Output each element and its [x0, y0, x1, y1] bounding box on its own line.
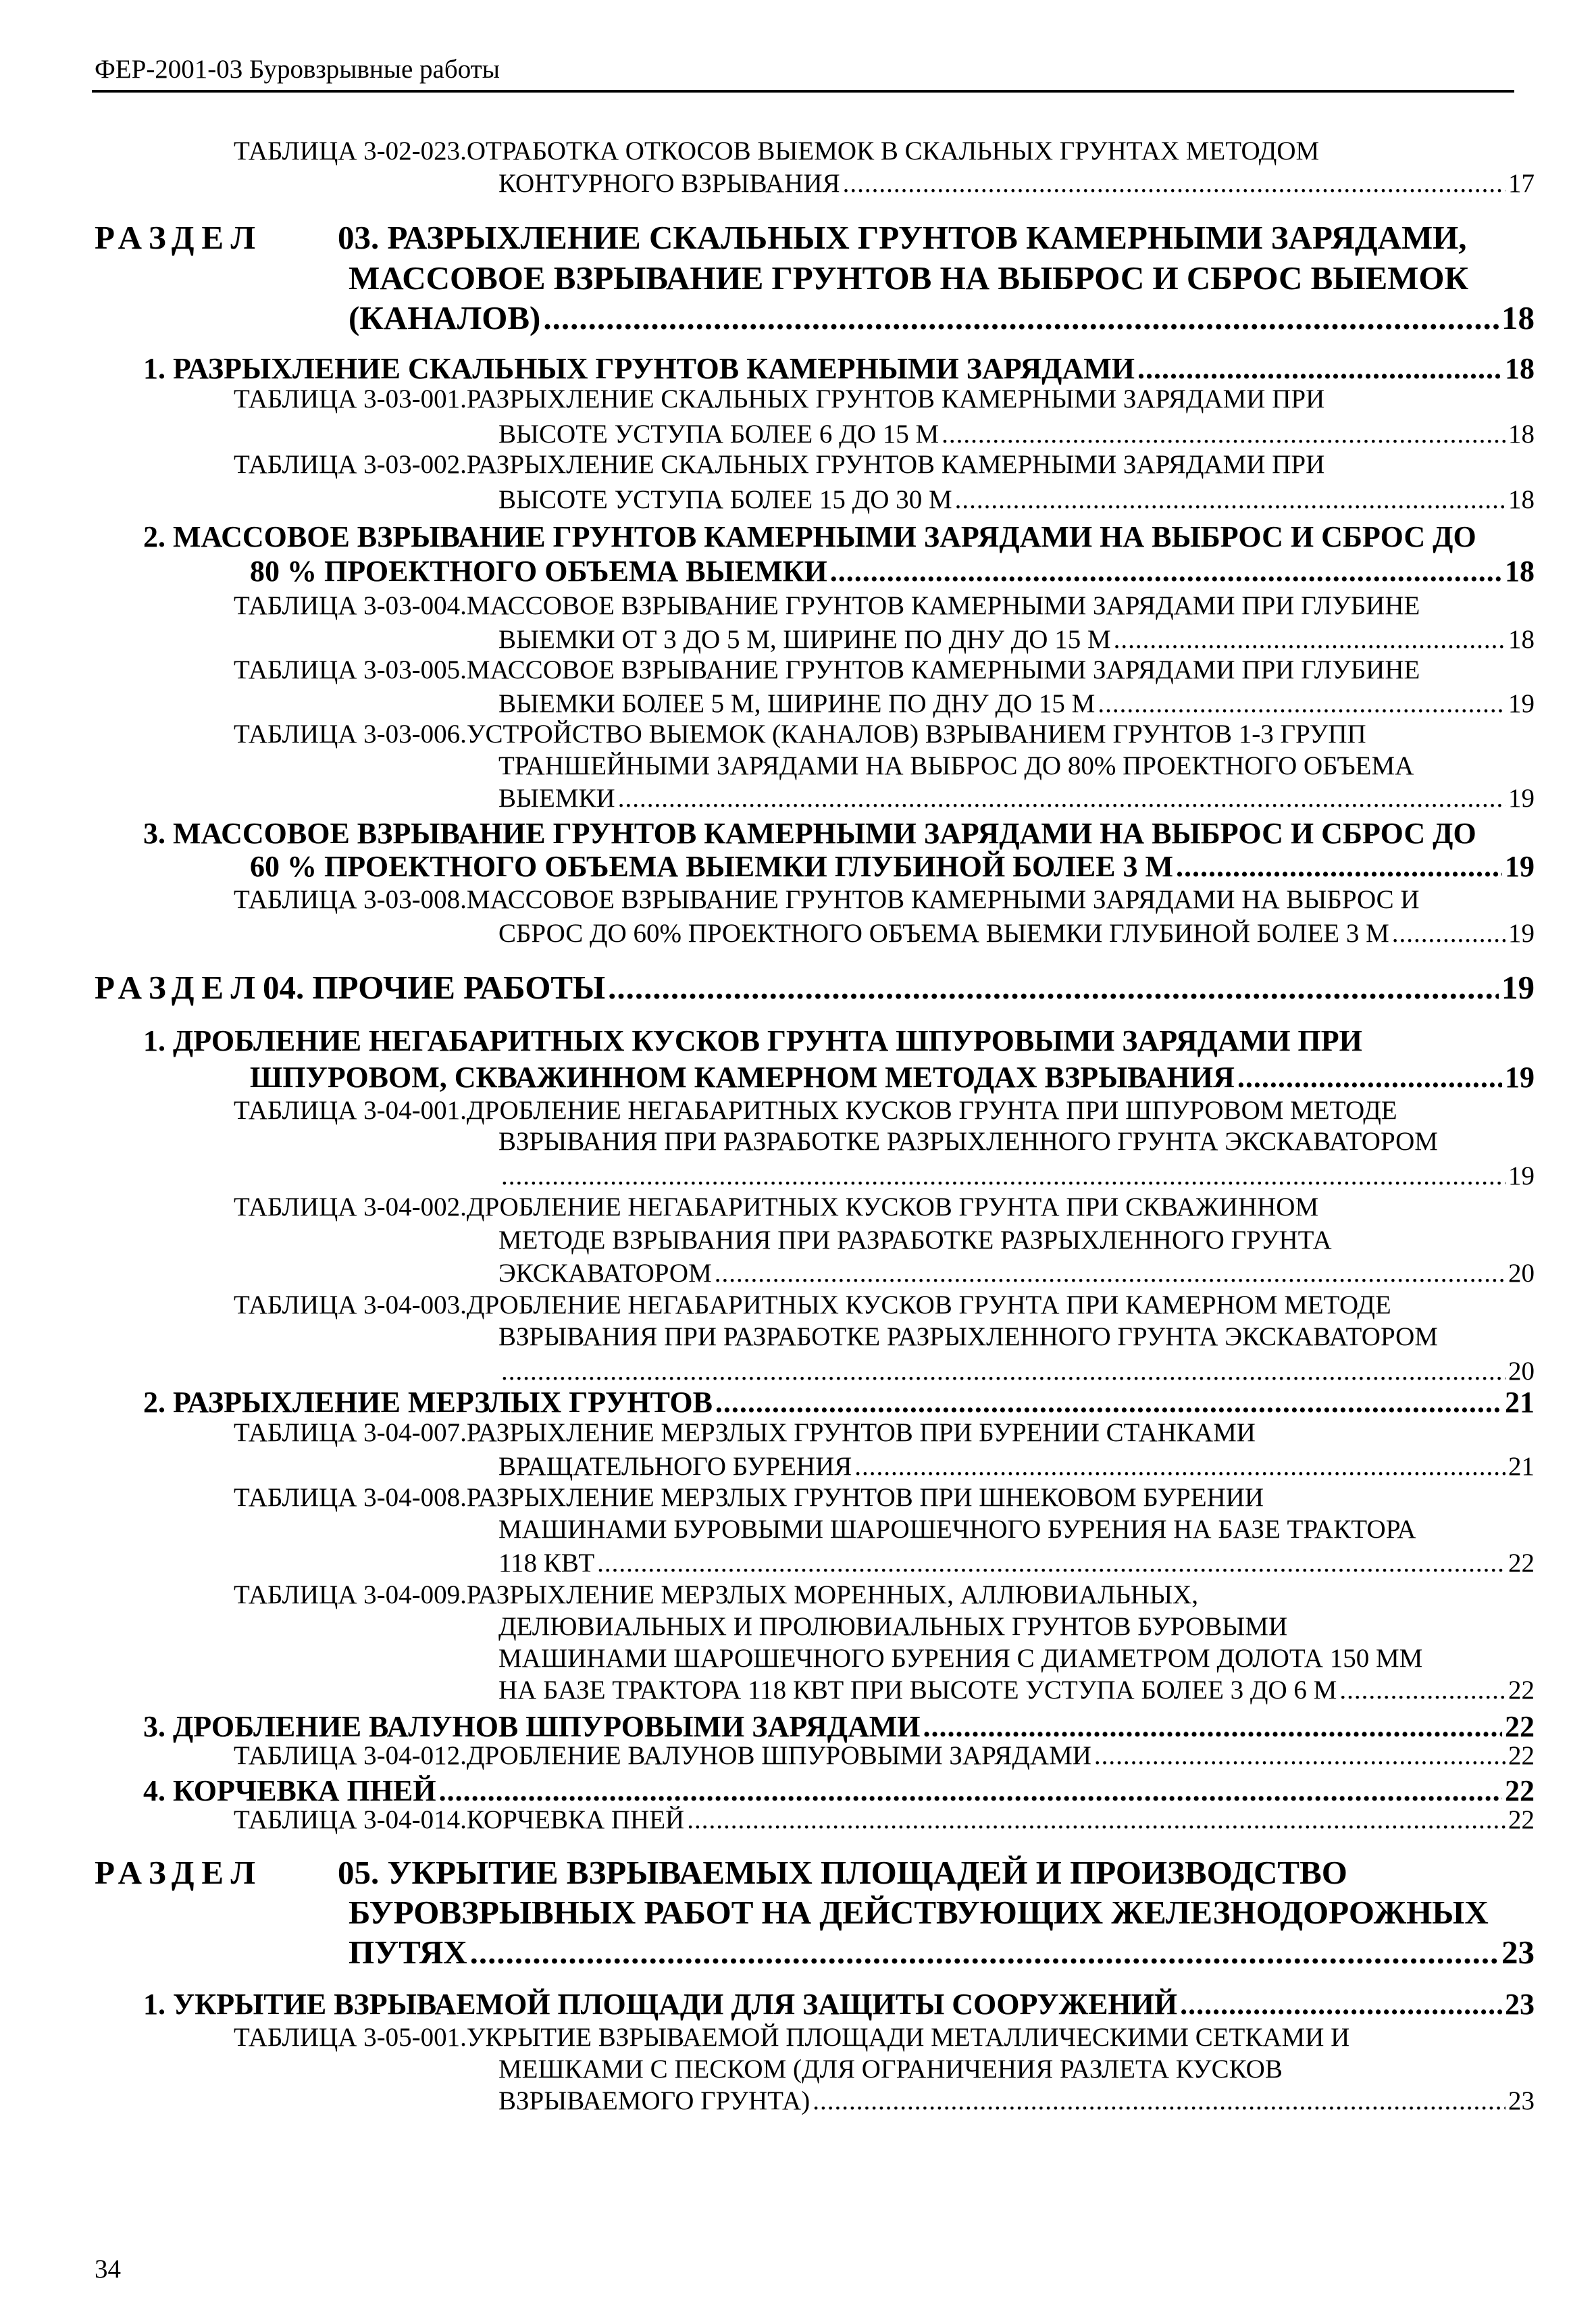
dot-leader: [597, 1547, 1505, 1580]
toc-entry-prefix: ТАБЛИЦА 3-04-002.: [234, 1192, 467, 1222]
toc-page-number: 21: [1508, 1452, 1535, 1481]
page-number: 34: [95, 2255, 121, 2284]
toc-entry-prefix: ТАБЛИЦА 3-04-009.: [234, 1580, 467, 1609]
toc-entry-title: ДРОБЛЕНИЕ НЕГАБАРИТНЫХ КУСКОВ ГРУНТА ПРИ ШПУРОВОМ МЕТОДЕ: [466, 1096, 1397, 1125]
toc-page-number: 23: [1508, 2086, 1535, 2115]
toc-page-number: 19: [1501, 969, 1535, 1006]
toc-entry-title: (КАНАЛОВ): [349, 299, 541, 336]
toc-table-line: [498, 484, 1535, 516]
toc-entry-prefix: ТАБЛИЦА 3-04-003.: [234, 1290, 467, 1319]
toc-page-number: 18: [1501, 299, 1535, 336]
toc-subsection-line: [143, 1024, 1535, 1059]
dot-leader: [715, 1385, 1502, 1420]
toc-entry-title: МАШИНАМИ ШАРОШЕЧНОГО БУРЕНИЯ С ДИАМЕТРОМ ДОЛОТА 150 ММ: [498, 1644, 1423, 1673]
toc-entry-title: 118 КВТ: [498, 1549, 595, 1578]
dot-leader: [470, 1933, 1499, 1972]
toc-entry-title: НА БАЗЕ ТРАКТОРА 118 КВТ ПРИ ВЫСОТЕ УСТУПА БОЛЕЕ 3 ДО 6 М: [498, 1676, 1337, 1705]
toc-page-number: 19: [1508, 689, 1535, 718]
toc-entry-title: УКРЫТИЕ ВЗРЫВАЕМОЙ ПЛОЩАДИ МЕТАЛЛИЧЕСКИМИ СЕТКАМИ И: [466, 2023, 1350, 2052]
toc-entry-prefix: ТАБЛИЦА 3-03-008.: [234, 885, 467, 914]
toc-subsection-line: [143, 1385, 1535, 1420]
toc-entry-title: 2. МАССОВОЕ ВЗРЫВАНИЕ ГРУНТОВ КАМЕРНЫМИ ЗАРЯДАМИ НА ВЫБРОС И СБРОС ДО: [143, 520, 1476, 553]
dot-leader: [687, 1804, 1505, 1836]
dot-leader: [1137, 351, 1502, 386]
toc-entry-title: МЕТОДЕ ВЗРЫВАНИЯ ПРИ РАЗРАБОТКЕ РАЗРЫХЛЕННОГО ГРУНТА: [498, 1226, 1332, 1255]
toc-entry-title: РАЗРЫХЛЕНИЕ СКАЛЬНЫХ ГРУНТОВ КАМЕРНЫМИ ЗАРЯДАМИ ПРИ: [466, 384, 1325, 413]
toc-page-number: 22: [1505, 1774, 1535, 1807]
toc-table-line: [498, 917, 1535, 950]
toc-table-line: [234, 1482, 1535, 1514]
toc-table-line: [234, 590, 1535, 622]
toc-table-line: [498, 688, 1535, 720]
toc-page-number: 22: [1508, 1805, 1535, 1834]
toc-entry-title: ДРОБЛЕНИЕ НЕГАБАРИТНЫХ КУСКОВ ГРУНТА ПРИ КАМЕРНОМ МЕТОДЕ: [466, 1290, 1391, 1319]
toc-table-line: [234, 1095, 1535, 1127]
toc-entry-prefix: ТАБЛИЦА 3-03-004.: [234, 591, 467, 620]
toc-page-number: 19: [1508, 784, 1535, 813]
toc-entry-title: 1. ДРОБЛЕНИЕ НЕГАБАРИТНЫХ КУСКОВ ГРУНТА ШПУРОВЫМИ ЗАРЯДАМИ ПРИ: [143, 1024, 1362, 1057]
toc-table-line: [234, 449, 1535, 481]
toc-entry-prefix: ТАБЛИЦА 3-03-005.: [234, 655, 467, 684]
dot-leader: [843, 168, 1505, 200]
toc-table-line: [234, 1579, 1535, 1611]
dot-leader: [1098, 688, 1505, 720]
toc-table-line: [234, 1191, 1535, 1224]
toc-page-number: 22: [1508, 1676, 1535, 1705]
dot-leader: [608, 968, 1499, 1007]
toc-entry-title: ВЗРЫВАЕМОГО ГРУНТА): [498, 2086, 810, 2115]
toc-section-line: [349, 259, 1535, 298]
toc-entry-title: РАЗРЫХЛЕНИЕ СКАЛЬНЫХ ГРУНТОВ КАМЕРНЫМИ ЗАРЯДАМИ ПРИ: [466, 450, 1325, 479]
running-head: ФЕР-2001-03 Буровзрывные работы: [95, 55, 500, 84]
toc-entry-title: 80 % ПРОЕКТНОГО ОБЪЕМА ВЫЕМКИ: [250, 555, 827, 588]
dot-leader: [1392, 917, 1505, 950]
toc-page-number: 22: [1508, 1741, 1535, 1770]
toc-table-line: [234, 1804, 1535, 1836]
dot-leader: [1114, 624, 1505, 656]
toc-entry-prefix: РАЗДЕЛ: [95, 969, 263, 1006]
toc-table-line: [498, 1547, 1535, 1580]
dot-leader: [1237, 1060, 1502, 1095]
toc-subsection-line: [143, 351, 1535, 386]
toc-entry-prefix: ТАБЛИЦА 3-03-001.: [234, 384, 467, 413]
toc-table-line: [498, 168, 1535, 200]
dot-leader: [830, 554, 1502, 589]
dot-leader: [543, 299, 1499, 338]
toc-entry-title: СБРОС ДО 60% ПРОЕКТНОГО ОБЪЕМА ВЫЕМКИ ГЛУБИНОЙ БОЛЕЕ 3 М: [498, 919, 1389, 948]
toc-table-line: [498, 1513, 1535, 1546]
dot-leader: [501, 1355, 1505, 1388]
toc-table-line: [498, 1451, 1535, 1483]
toc-section-line: [349, 299, 1535, 338]
toc-page-number: 22: [1505, 1710, 1535, 1743]
toc-entry-title: ВЫЕМКИ БОЛЕЕ 5 М, ШИРИНЕ ПО ДНУ ДО 15 М: [498, 689, 1096, 718]
toc-entry-title: 3. ДРОБЛЕНИЕ ВАЛУНОВ ШПУРОВЫМИ ЗАРЯДАМИ: [143, 1710, 921, 1743]
toc-table-line: [498, 2085, 1535, 2117]
toc-page-number: 19: [1505, 1061, 1535, 1094]
toc-entry-prefix: ТАБЛИЦА 3-03-002.: [234, 450, 467, 479]
toc-page-number: 18: [1508, 625, 1535, 654]
toc-entry-title: РАЗРЫХЛЕНИЕ МЕРЗЛЫХ ГРУНТОВ ПРИ ШНЕКОВОМ БУРЕНИИ: [466, 1483, 1264, 1512]
toc-table-line: [234, 1740, 1535, 1772]
toc-entry-title: ВЗРЫВАНИЯ ПРИ РАЗРАБОТКЕ РАЗРЫХЛЕННОГО ГРУНТА ЭКСКАВАТОРОМ: [498, 1127, 1438, 1156]
toc-entry-title: 2. РАЗРЫХЛЕНИЕ МЕРЗЛЫХ ГРУНТОВ: [143, 1386, 713, 1419]
toc-entry-title: ОТРАБОТКА ОТКОСОВ ВЫЕМОК В СКАЛЬНЫХ ГРУНТАХ МЕТОДОМ: [466, 136, 1320, 166]
toc-page-number: 23: [1501, 1934, 1535, 1971]
toc-subsection-line: [143, 520, 1535, 555]
toc-entry-title: 05. УКРЫТИЕ ВЗРЫВАЕМЫХ ПЛОЩАДЕЙ И ПРОИЗВОДСТВО: [338, 1854, 1347, 1891]
toc-entry-title: МАШИНАМИ БУРОВЫМИ ШАРОШЕЧНОГО БУРЕНИЯ НА БАЗЕ ТРАКТОРА: [498, 1515, 1416, 1544]
toc-entry-title: ШПУРОВОМ, СКВАЖИННОМ КАМЕРНОМ МЕТОДАХ ВЗРЫВАНИЯ: [250, 1061, 1235, 1094]
toc-entry-prefix: РАЗДЕЛ: [95, 1854, 263, 1891]
toc-section-line: [349, 1933, 1535, 1972]
toc-page-number: 19: [1505, 850, 1535, 883]
dot-leader: [715, 1257, 1505, 1290]
toc-table-line: [234, 383, 1535, 416]
dot-leader: [942, 418, 1505, 451]
toc-entry-prefix: ТАБЛИЦА 3-04-012.: [234, 1741, 467, 1770]
toc-page-number: 18: [1505, 352, 1535, 385]
toc-entry-prefix: ТАБЛИЦА 3-04-001.: [234, 1096, 467, 1125]
toc-entry-title: МАССОВОЕ ВЗРЫВАНИЕ ГРУНТОВ КАМЕРНЫМИ ЗАРЯДАМИ ПРИ ГЛУБИНЕ: [466, 655, 1420, 684]
toc-entry-title: 1. УКРЫТИЕ ВЗРЫВАЕМОЙ ПЛОЩАДИ ДЛЯ ЗАЩИТЫ СООРУЖЕНИЙ: [143, 1988, 1178, 2021]
toc-entry-title: КОРЧЕВКА ПНЕЙ: [466, 1805, 685, 1834]
toc-table-line: [498, 2053, 1535, 2086]
toc-page-number: 19: [1508, 919, 1535, 948]
toc-entry-title: МЕШКАМИ С ПЕСКОМ (ДЛЯ ОГРАНИЧЕНИЯ РАЗЛЕТА КУСКОВ: [498, 2055, 1283, 2084]
toc-entry-title: 3. МАССОВОЕ ВЗРЫВАНИЕ ГРУНТОВ КАМЕРНЫМИ ЗАРЯДАМИ НА ВЫБРОС И СБРОС ДО: [143, 817, 1476, 850]
toc-entry-title: ДЕЛЮВИАЛЬНЫХ И ПРОЛЮВИАЛЬНЫХ ГРУНТОВ БУРОВЫМИ: [498, 1612, 1288, 1641]
toc-subsection-line: [250, 1060, 1535, 1095]
toc-table-line: [234, 654, 1535, 686]
dot-leader: [1180, 1987, 1502, 2022]
toc-subsection-line: [143, 1987, 1535, 2022]
toc-table-line: [498, 1321, 1535, 1353]
dot-leader: [501, 1160, 1505, 1192]
toc-table-line: [234, 884, 1535, 916]
toc-page-number: 18: [1508, 485, 1535, 514]
toc-entry-title: ВЫСОТЕ УСТУПА БОЛЕЕ 6 ДО 15 М: [498, 420, 939, 449]
toc-page-number: 20: [1508, 1357, 1535, 1386]
toc-section-line: [349, 1893, 1535, 1932]
toc-table-line: [498, 418, 1535, 451]
toc-page-number: 21: [1505, 1386, 1535, 1419]
toc-table-line: [498, 1674, 1535, 1707]
toc-entry-title: МАССОВОЕ ВЗРЫВАНИЕ ГРУНТОВ КАМЕРНЫМИ ЗАРЯДАМИ НА ВЫБРОС И: [466, 885, 1420, 914]
toc-entry-title: ВЗРЫВАНИЯ ПРИ РАЗРАБОТКЕ РАЗРЫХЛЕННОГО ГРУНТА ЭКСКАВАТОРОМ: [498, 1322, 1438, 1351]
dot-leader: [813, 2085, 1505, 2117]
dot-leader: [854, 1451, 1505, 1483]
toc-entry-title: МАССОВОЕ ВЗРЫВАНИЕ ГРУНТОВ НА ВЫБРОС И СБРОС ВЫЕМОК: [349, 259, 1469, 297]
toc-entry-prefix: РАЗДЕЛ: [95, 219, 263, 256]
toc-page-number: 19: [1508, 1161, 1535, 1190]
toc-entry-title: РАЗРЫХЛЕНИЕ МЕРЗЛЫХ ГРУНТОВ ПРИ БУРЕНИИ СТАНКАМИ: [466, 1418, 1256, 1447]
toc-table-line: [498, 1355, 1535, 1388]
toc-entry-title: ДРОБЛЕНИЕ НЕГАБАРИТНЫХ КУСКОВ ГРУНТА ПРИ СКВАЖИННОМ: [466, 1192, 1319, 1222]
toc-page-number: 18: [1508, 420, 1535, 449]
toc-entry-title: МАССОВОЕ ВЗРЫВАНИЕ ГРУНТОВ КАМЕРНЫМИ ЗАРЯДАМИ ПРИ ГЛУБИНЕ: [466, 591, 1420, 620]
toc-entry-title: БУРОВЗРЫВНЫХ РАБОТ НА ДЕЙСТВУЮЩИХ ЖЕЛЕЗНОДОРОЖНЫХ: [349, 1894, 1489, 1931]
dot-leader: [1094, 1740, 1505, 1772]
toc-page-number: 22: [1508, 1549, 1535, 1578]
toc-entry-title: ДРОБЛЕНИЕ ВАЛУНОВ ШПУРОВЫМИ ЗАРЯДАМИ: [466, 1741, 1091, 1770]
toc-section-line: [95, 968, 1535, 1007]
toc-entry-prefix: ТАБЛИЦА 3-02-023.: [234, 136, 467, 166]
dot-leader: [1339, 1674, 1505, 1707]
toc-table-line: [234, 1417, 1535, 1449]
toc-entry-prefix: ТАБЛИЦА 3-03-006.: [234, 720, 467, 749]
toc-table-line: [498, 1126, 1535, 1158]
toc-entry-title: ВЫСОТЕ УСТУПА БОЛЕЕ 15 ДО 30 М: [498, 485, 952, 514]
toc-entry-title: РАЗРЫХЛЕНИЕ МЕРЗЛЫХ МОРЕННЫХ, АЛЛЮВИАЛЬНЫХ,: [466, 1580, 1199, 1609]
toc-entry-title: 03. РАЗРЫХЛЕНИЕ СКАЛЬНЫХ ГРУНТОВ КАМЕРНЫМИ ЗАРЯДАМИ,: [338, 219, 1467, 256]
toc-table-line: [498, 1257, 1535, 1290]
dot-leader: [955, 484, 1505, 516]
toc-table-line: [498, 750, 1535, 782]
toc-table-line: [498, 624, 1535, 656]
dot-leader: [618, 782, 1505, 815]
toc-subsection-line: [143, 816, 1535, 851]
toc-section-line: [95, 1853, 1535, 1892]
toc-entry-title: ЭКСКАВАТОРОМ: [498, 1259, 712, 1288]
toc-subsection-line: [250, 554, 1535, 589]
toc-page-number: 20: [1508, 1259, 1535, 1288]
toc-entry-prefix: ТАБЛИЦА 3-04-008.: [234, 1483, 467, 1512]
dot-leader: [1176, 849, 1502, 884]
toc-entry-title: ВЫЕМКИ ОТ 3 ДО 5 М, ШИРИНЕ ПО ДНУ ДО 15 М: [498, 625, 1111, 654]
toc-page-number: 23: [1505, 1988, 1535, 2021]
toc-entry-title: ВРАЩАТЕЛЬНОГО БУРЕНИЯ: [498, 1452, 852, 1481]
toc-subsection-line: [250, 849, 1535, 884]
toc-table-line: [234, 2021, 1535, 2054]
toc-entry-title: ПУТЯХ: [349, 1934, 467, 1971]
toc-table-line: [498, 1160, 1535, 1192]
toc-entry-title: УСТРОЙСТВО ВЫЕМОК (КАНАЛОВ) ВЗРЫВАНИЕМ ГРУНТОВ 1-3 ГРУПП: [466, 720, 1366, 749]
toc-entry-title: КОНТУРНОГО ВЗРЫВАНИЯ: [498, 169, 840, 198]
toc-entry-title: 4. КОРЧЕВКА ПНЕЙ: [143, 1774, 436, 1807]
toc-entry-prefix: ТАБЛИЦА 3-04-014.: [234, 1805, 467, 1834]
toc-entry-title: 60 % ПРОЕКТНОГО ОБЪЕМА ВЫЕМКИ ГЛУБИНОЙ БОЛЕЕ 3 М: [250, 850, 1174, 883]
toc-section-line: [95, 218, 1535, 257]
toc-entry-prefix: ТАБЛИЦА 3-05-001.: [234, 2023, 467, 2052]
toc-table-line: [498, 782, 1535, 815]
toc-table-line: [234, 1289, 1535, 1322]
toc-table-line: [498, 1642, 1535, 1675]
toc-page-number: 18: [1505, 555, 1535, 588]
toc-entry-prefix: ТАБЛИЦА 3-04-007.: [234, 1418, 467, 1447]
toc-table-line: [498, 1224, 1535, 1257]
toc-table-line: [234, 718, 1535, 751]
toc-entry-title: ТРАНШЕЙНЫМИ ЗАРЯДАМИ НА ВЫБРОС ДО 80% ПРОЕКТНОГО ОБЪЕМА: [498, 751, 1414, 780]
toc-table-line: [234, 135, 1535, 168]
toc-entry-title: 04. ПРОЧИЕ РАБОТЫ: [262, 969, 606, 1006]
toc-page-number: 17: [1508, 169, 1535, 198]
toc-entry-title: 1. РАЗРЫХЛЕНИЕ СКАЛЬНЫХ ГРУНТОВ КАМЕРНЫМИ ЗАРЯДАМИ: [143, 352, 1135, 385]
toc-entry-title: ВЫЕМКИ: [498, 784, 615, 813]
toc-table-line: [498, 1611, 1535, 1643]
